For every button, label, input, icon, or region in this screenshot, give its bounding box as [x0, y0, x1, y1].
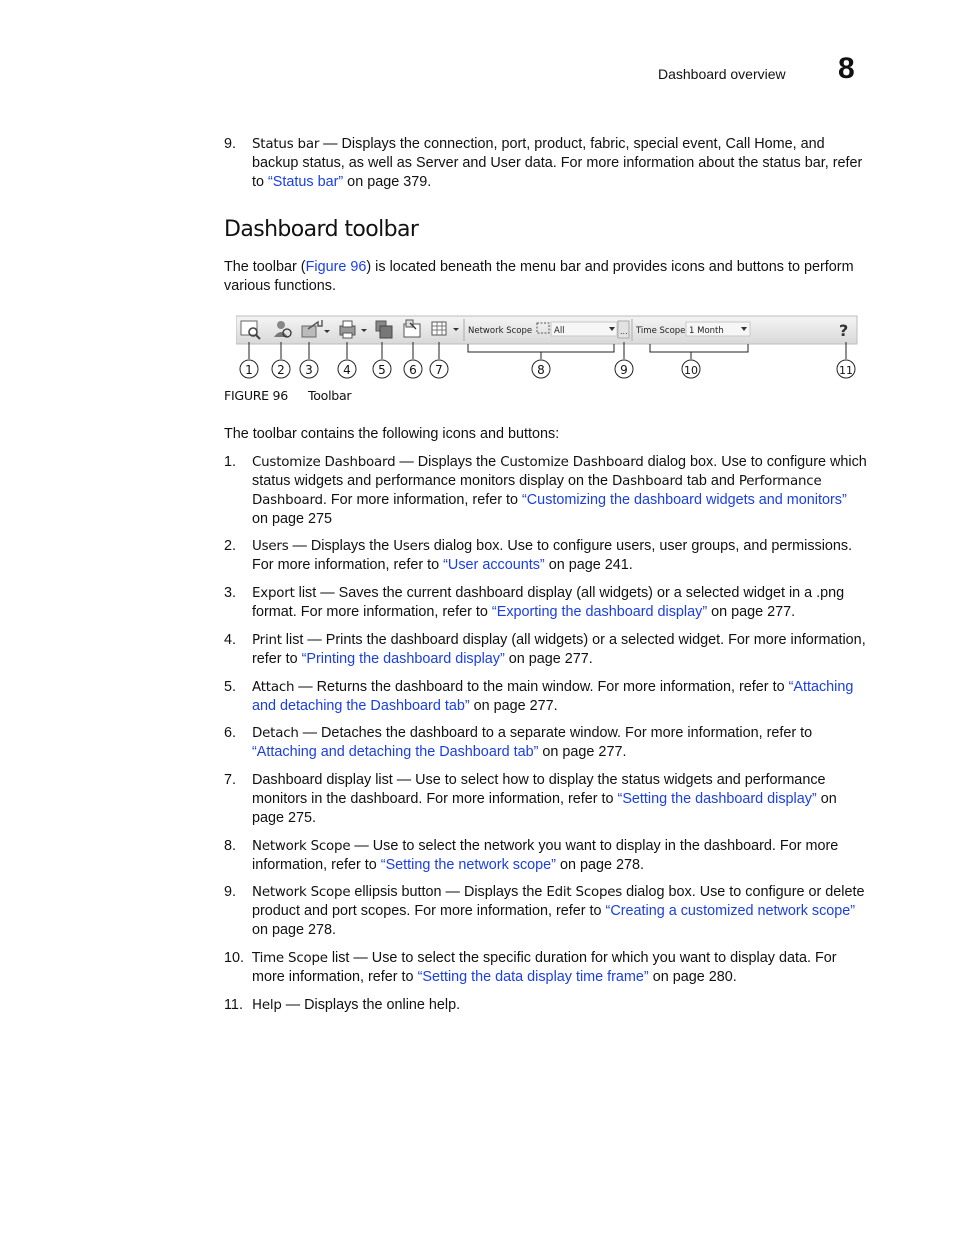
link-customizing-dashboard[interactable]: “Customizing the dashboard widgets and monitors”	[522, 492, 847, 508]
link-figure-96[interactable]: Figure 96	[305, 259, 367, 275]
list-number: 6.	[224, 725, 237, 741]
term: Customize Dashboard	[252, 455, 396, 470]
item-text: Dashboard display list — Use to select how to display the status widgets and performance monitors in the dashboard. For more information, refer to	[252, 772, 826, 807]
chapter-number: 8	[838, 52, 855, 85]
item-text: ellipsis button — Displays the	[350, 884, 547, 900]
callout-10: 10	[684, 364, 698, 377]
list-number: 3.	[224, 585, 237, 601]
term: Time Scope	[252, 951, 328, 966]
callout-6: 6	[409, 363, 417, 377]
figure-title: Toolbar	[308, 388, 352, 403]
term: Detach	[252, 726, 299, 741]
list-number: 1.	[224, 454, 237, 470]
time-scope-value: 1 Month	[689, 326, 724, 336]
callout-1: 1	[245, 363, 253, 377]
callout-4: 4	[343, 363, 351, 377]
link-attaching-detaching[interactable]: “Attaching and detaching the Dashboard tab”	[252, 744, 539, 760]
term: Customize Dashboard	[500, 455, 644, 470]
list-item-attach	[224, 678, 870, 716]
item-text-after: on page 241.	[544, 557, 633, 573]
list-item-help	[224, 996, 870, 1015]
link-user-accounts[interactable]: “User accounts”	[443, 557, 545, 573]
term: Users	[252, 539, 289, 554]
link-printing-dashboard[interactable]: “Printing the dashboard display”	[301, 651, 505, 667]
intro-text: The toolbar (	[224, 259, 306, 275]
callout-2: 2	[277, 363, 285, 377]
item-text-after: on page 277.	[504, 651, 593, 667]
item-text-after: on page 275	[252, 511, 333, 527]
list-item-time-scope	[224, 949, 870, 987]
term: Export	[252, 586, 295, 601]
figure-label: FIGURE 96	[224, 388, 288, 403]
item-text: . For more information, refer to	[322, 492, 522, 508]
term: Users	[393, 539, 430, 554]
link-attaching-detaching[interactable]: “Attaching and detaching the Dashboard tab”	[252, 679, 854, 714]
list-item-print	[224, 631, 870, 669]
term: Edit Scopes	[546, 885, 623, 900]
item-text: tab and	[682, 473, 739, 489]
callout-7: 7	[435, 363, 443, 377]
list-item-status-bar	[224, 135, 870, 192]
callout-8: 8	[537, 363, 545, 377]
link-status-bar[interactable]: “Status bar”	[268, 174, 344, 190]
item-text-after: on page 278.	[555, 857, 644, 873]
list-item-network-scope	[224, 837, 870, 875]
item-text: — Displays the	[288, 538, 394, 554]
item-text-after: on page 277.	[707, 604, 796, 620]
list-number: 8.	[224, 838, 237, 854]
link-setting-dashboard-display[interactable]: “Setting the dashboard display”	[617, 791, 817, 807]
link-exporting-dashboard[interactable]: “Exporting the dashboard display”	[491, 604, 708, 620]
term: Attach	[252, 680, 295, 695]
list-number: 10.	[224, 950, 245, 966]
list-number: 11.	[224, 997, 243, 1013]
item-text: dialog box. Use to configure or delete product and port scopes. For more information, refer to	[252, 884, 865, 919]
callout-3: 3	[305, 363, 313, 377]
network-scope-value: All	[554, 326, 565, 336]
help-icon[interactable]: ?	[839, 321, 849, 340]
callout-5: 5	[378, 363, 386, 377]
item-text-after: on page 275.	[252, 791, 837, 826]
intro-paragraph	[224, 258, 870, 296]
list-item-network-scope-ellipsis	[224, 883, 870, 940]
term: Network Scope	[252, 885, 351, 900]
item-text: — Returns the dashboard to the main window. For more information, refer to	[294, 679, 789, 695]
item-text: — Displays the	[395, 454, 501, 470]
term: Dashboard	[611, 474, 683, 489]
item-text: list — Use to select the specific duration for which you want to display data. For more information, refer to	[252, 950, 837, 985]
list-item-users	[224, 537, 870, 575]
list-item-export	[224, 584, 870, 622]
toolbar-figure	[236, 314, 858, 382]
item-text: — Detaches the dashboard to a separate window. For more information, refer to	[298, 725, 813, 741]
ellipsis-label: ...	[620, 327, 628, 336]
network-scope-label: Network Scope	[468, 326, 533, 336]
intro-text-after: ) is located beneath the menu bar and provides icons and buttons to perform various functions.	[224, 259, 854, 294]
term: Print	[252, 633, 282, 648]
list-item-customize-dashboard	[224, 453, 870, 529]
list-item-detach	[224, 724, 870, 762]
item-text: list — Prints the dashboard display (all widgets) or a selected widget. For more information, refer to	[252, 632, 866, 667]
time-scope-label: Time Scope	[636, 326, 686, 336]
link-setting-time-frame[interactable]: “Setting the data display time frame”	[417, 969, 649, 985]
item-text: — Displays the online help.	[281, 997, 461, 1013]
item-text: dialog box. Use to configure users, user groups, and permissions. For more information, refer to	[252, 538, 853, 573]
running-header-title: Dashboard overview	[658, 66, 786, 82]
term: Network Scope	[252, 839, 351, 854]
item-text-after: on page 379.	[343, 174, 432, 190]
item-text-after: on page 277.	[469, 698, 558, 714]
list-number: 4.	[224, 632, 237, 648]
item-text: — Use to select the network you want to display in the dashboard. For more information, refer to	[252, 838, 839, 873]
item-text-after: on page 277.	[538, 744, 627, 760]
callout-leaders	[249, 342, 846, 359]
item-text: dialog box. Use to configure which status widgets and performance monitors display on the	[252, 454, 867, 489]
item-text-after: on page 280.	[648, 969, 737, 985]
callout-11: 11	[839, 364, 853, 377]
item-text: list — Saves the current dashboard display (all widgets) or a selected widget in a .png format. For more information, refer to	[252, 585, 845, 620]
list-item-dashboard-display	[224, 771, 870, 828]
link-creating-network-scope[interactable]: “Creating a customized network scope”	[605, 903, 856, 919]
term: Performance Dashboard	[252, 474, 822, 508]
item-text: — Displays the connection, port, product, fabric, special event, Call Home, and backup status, as well as Server and User data. For more information about the status bar, refer to	[252, 136, 863, 190]
term: Help	[252, 998, 282, 1013]
callout-circles	[240, 360, 855, 378]
section-heading: Dashboard toolbar	[224, 217, 419, 242]
callout-9: 9	[620, 363, 628, 377]
link-setting-network-scope[interactable]: “Setting the network scope”	[380, 857, 556, 873]
figure-caption	[224, 388, 351, 403]
list-number: 2.	[224, 538, 237, 554]
lead-paragraph: The toolbar contains the following icons and buttons:	[224, 426, 560, 442]
list-number: 7.	[224, 772, 237, 788]
term: Status bar	[252, 137, 320, 152]
list-number: 9.	[224, 136, 237, 152]
item-text-after: on page 278.	[252, 922, 337, 938]
list-number: 5.	[224, 679, 237, 695]
list-number: 9.	[224, 884, 237, 900]
